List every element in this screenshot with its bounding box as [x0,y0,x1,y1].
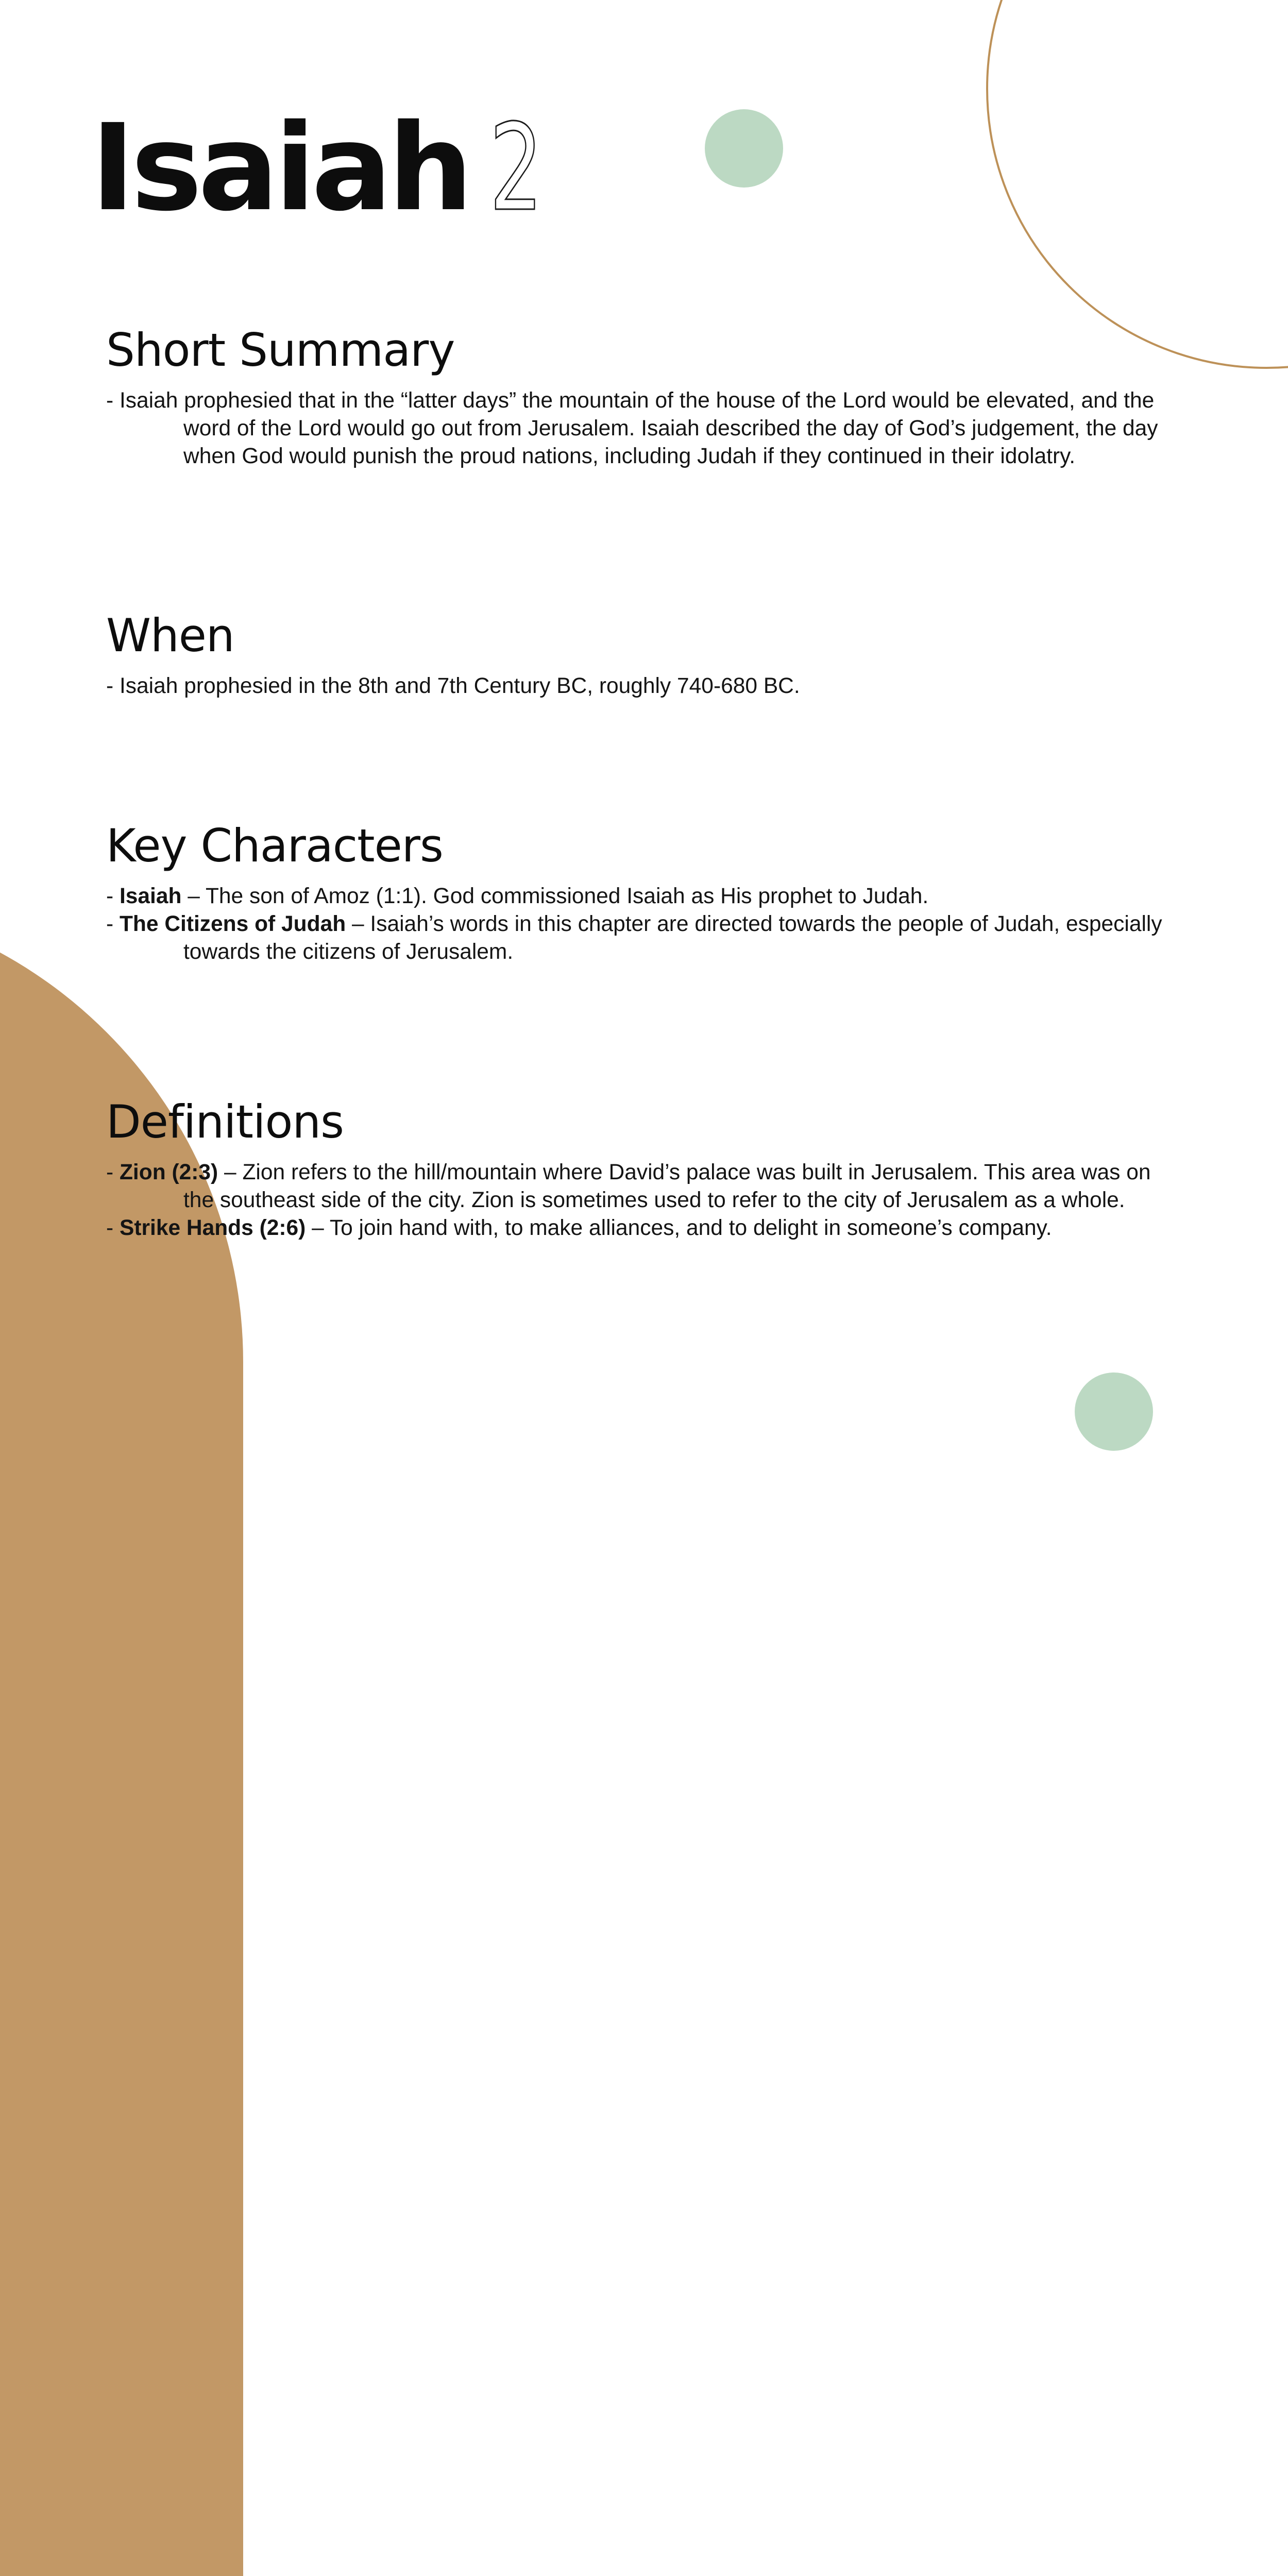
bullet: - [106,884,120,908]
item-text: – Isaiah’s words in this chapter are directed towards the people of Judah, especially towards the citizens of Jerusalem. [183,911,1162,964]
bullet: - [106,1215,120,1240]
item-term: Strike Hands (2:6) [119,1215,306,1240]
page-title [91,98,558,238]
when-list [106,672,1178,700]
item-term: The Citizens of Judah [119,911,346,936]
item-text: Isaiah prophesied that in the “latter days” the mountain of the house of the Lord would be elevated, and the word of the Lord would go out from Jerusalem. Isaiah described the day of God’s judgement, the day when God would punish the proud nations, including Judah if they continued in their idolatry. [119,388,1158,468]
section-key-characters [106,821,1178,966]
section-heading: Definitions [106,1095,344,1148]
section-heading: Short Summary [106,324,455,377]
bullet: - [106,673,120,698]
ring-outline-shape [986,0,1288,369]
title-number [489,98,558,238]
item-term: Zion (2:3) [119,1160,218,1184]
mint-dot-bottom [1075,1372,1153,1451]
item-text: Isaiah prophesied in the 8th and 7th Century BC, roughly 740-680 BC. [119,673,800,698]
list-item [106,1214,1178,1242]
section-definitions [106,1097,1178,1242]
list-item [106,883,1178,910]
bullet: - [106,388,120,413]
item-text: – The son of Amoz (1:1). God commissioned Isaiah as His prophet to Judah. [181,884,929,908]
list-item [106,387,1178,470]
section-short-summary [106,326,1178,470]
summary-list [106,387,1178,470]
section-heading: When [106,609,234,662]
mint-dot-top [705,109,783,188]
definitions-list [106,1159,1178,1242]
title-number-text: 2 [489,98,543,238]
item-text: – To join hand with, to make alliances, and to delight in someone’s company. [306,1215,1052,1240]
title-word: Isaiah [91,98,469,238]
bullet: - [106,1160,120,1184]
list-item [106,1159,1178,1214]
section-when [106,611,1178,700]
item-text: – Zion refers to the hill/mountain where David’s palace was built in Jerusalem. This area was on the southeast side of the city. Zion is sometimes used to refer to the city of Jerusalem as a whole. [183,1160,1151,1212]
list-item [106,910,1178,966]
item-term: Isaiah [119,884,182,908]
list-item [106,672,1178,700]
bullet: - [106,911,120,936]
characters-list [106,883,1178,966]
section-heading: Key Characters [106,819,443,872]
